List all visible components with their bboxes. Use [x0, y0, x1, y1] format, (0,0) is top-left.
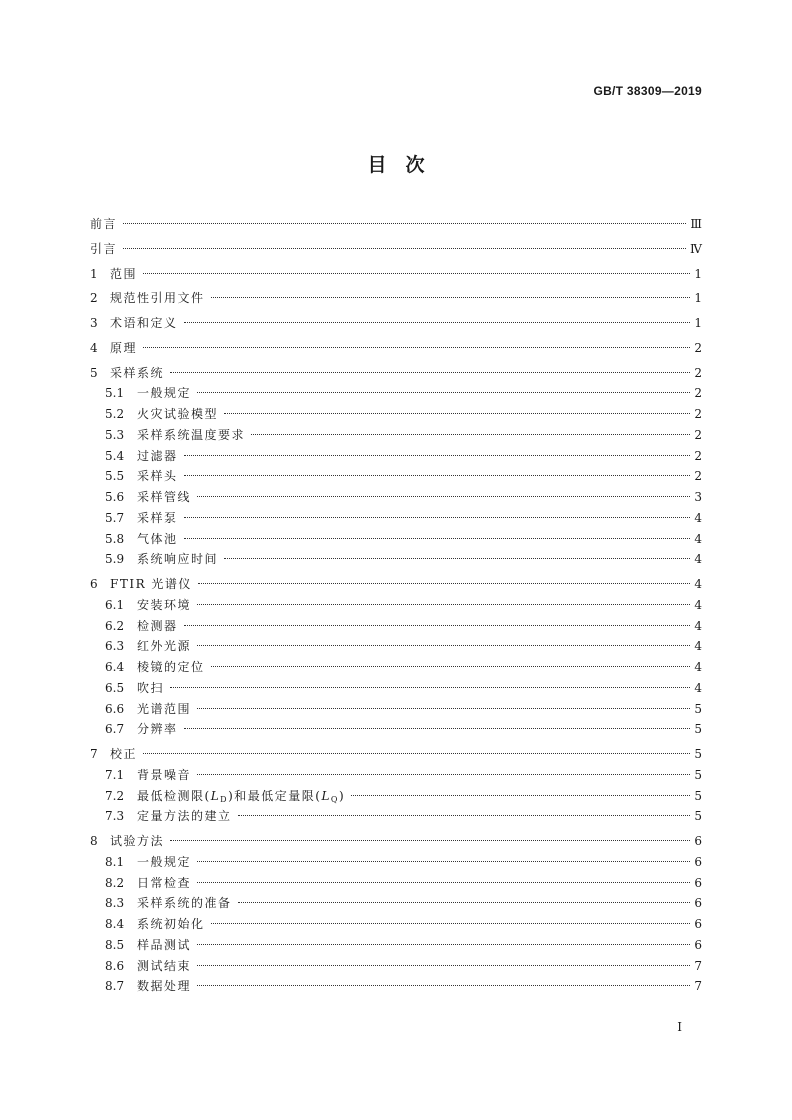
toc-entry-page: 2: [694, 427, 702, 442]
toc-entry-title: 过滤器: [137, 448, 178, 463]
toc-entry-title: 系统响应时间: [137, 552, 219, 567]
toc-list: [90, 214, 702, 997]
toc-entry-number: 5.9: [105, 552, 125, 567]
toc-entry-page: 4: [694, 577, 702, 591]
toc-entry-page: 6: [694, 917, 702, 931]
toc-entry-page: 2: [694, 386, 702, 401]
toc-entry-number: 1: [90, 266, 98, 281]
toc-entry-number: 6: [90, 577, 98, 591]
toc-leader-dots: [143, 753, 690, 754]
toc-entry-page: 4: [694, 618, 702, 633]
toc-leader-dots: [197, 708, 690, 709]
toc-entry[interactable]: [90, 466, 702, 487]
toc-entry-title: 一般规定: [137, 386, 192, 401]
toc-entry-number: 5.5: [105, 469, 125, 484]
toc-entry[interactable]: [90, 529, 702, 550]
toc-entry-number: 8.7: [105, 979, 125, 994]
toc-leader-dots: [198, 583, 690, 584]
toc-leader-dots: [184, 475, 690, 476]
toc-entry[interactable]: [90, 363, 702, 384]
toc-entry-title: 引言: [90, 241, 118, 256]
toc-entry-page: 5: [694, 767, 702, 782]
toc-entry-title-part: D: [220, 794, 229, 804]
toc-entry[interactable]: [90, 831, 702, 852]
toc-entry-title: 采样系统的准备: [137, 896, 232, 911]
toc-entry-title: 采样管线: [137, 490, 192, 504]
toc-entry-title: 光谱范围: [137, 701, 192, 716]
toc-entry-page: 5: [694, 701, 702, 716]
toc-entry-page: 6: [694, 834, 702, 848]
toc-entry-page: 4: [694, 660, 702, 674]
toc-entry-number: 6.4: [105, 660, 125, 674]
toc-entry[interactable]: [90, 852, 702, 873]
toc-leader-dots: [238, 902, 690, 903]
toc-entry[interactable]: [90, 786, 702, 807]
toc-entry-number: 7.1: [105, 767, 125, 782]
toc-entry-title: 日常检查: [137, 875, 192, 890]
toc-entry-number: 5: [90, 365, 98, 380]
toc-entry-title: 气体池: [137, 531, 178, 546]
toc-entry[interactable]: [90, 765, 702, 786]
toc-leader-dots: [184, 728, 690, 729]
toc-entry-page: 1: [694, 266, 702, 281]
toc-entry-title: 红外光源: [137, 639, 192, 654]
toc-entry-title: 火灾试验模型: [137, 407, 219, 421]
toc-entry-page: 6: [694, 854, 702, 869]
toc-entry[interactable]: [90, 873, 702, 894]
toc-leader-dots: [197, 985, 690, 986]
toc-entry-title: 检测器: [137, 618, 178, 633]
toc-title: 目 次: [367, 154, 425, 176]
toc-entry-page: 7: [694, 958, 702, 973]
toc-entry-title-part: 最低检测限(: [137, 788, 211, 803]
toc-entry-title: 测试结束: [137, 958, 192, 973]
toc-entry-number: 7.3: [105, 809, 125, 824]
toc-entry-title: FTIR 光谱仪: [110, 577, 192, 591]
toc-entry-number: 5.1: [105, 386, 125, 401]
toc-leader-dots: [123, 248, 686, 249]
toc-entry-page: 4: [694, 639, 702, 654]
toc-entry-number: 8.3: [105, 896, 125, 911]
toc-leader-dots: [123, 223, 686, 224]
toc-entry-title-part: L: [210, 788, 221, 803]
toc-leader-dots: [211, 297, 690, 298]
toc-entry[interactable]: [90, 956, 702, 977]
toc-entry[interactable]: [90, 976, 702, 997]
toc-entry-title-part: ): [338, 788, 346, 803]
toc-entry[interactable]: [90, 616, 702, 637]
toc-entry[interactable]: [90, 744, 702, 765]
toc-entry[interactable]: [90, 549, 702, 570]
toc-leader-dots: [197, 496, 690, 497]
toc-entry-page: 2: [694, 469, 702, 484]
toc-entry-page: 4: [694, 597, 702, 612]
toc-entry-page: 2: [694, 340, 702, 355]
toc-entry-title: 一般规定: [137, 854, 192, 869]
page-number: Ⅰ: [677, 1020, 682, 1034]
toc-entry-page: 4: [694, 510, 702, 525]
toc-entry[interactable]: [90, 806, 702, 827]
toc-leader-dots: [184, 625, 690, 626]
toc-entry-number: 8: [90, 834, 98, 848]
toc-entry-page: 4: [694, 531, 702, 546]
document-code: GB/T 38309—2019: [593, 84, 702, 98]
toc-entry[interactable]: [90, 657, 702, 678]
toc-entry-title: 规范性引用文件: [110, 291, 205, 306]
toc-leader-dots: [197, 861, 690, 862]
toc-entry-title: 术语和定义: [110, 316, 178, 330]
toc-entry-title: 原理: [110, 340, 138, 355]
toc-entry-page: 1: [694, 316, 702, 330]
toc-leader-dots: [170, 372, 690, 373]
toc-entry-title: 吹扫: [137, 680, 165, 695]
toc-entry-number: 5.8: [105, 531, 125, 546]
toc-entry-page: 2: [694, 365, 702, 380]
toc-leader-dots: [197, 645, 690, 646]
toc-entry[interactable]: [90, 508, 702, 529]
toc-entry-title: 样品测试: [137, 937, 192, 952]
toc-entry[interactable]: [90, 487, 702, 508]
toc-entry-title: 分辨率: [137, 722, 178, 737]
toc-entry-number: 5.4: [105, 448, 125, 463]
toc-entry[interactable]: [90, 574, 702, 595]
toc-entry-number: 8.5: [105, 937, 125, 952]
toc-entry[interactable]: [90, 636, 702, 657]
toc-leader-dots: [211, 923, 690, 924]
toc-entry-number: 6.3: [105, 639, 125, 654]
toc-entry-number: 2: [90, 291, 98, 306]
toc-leader-dots: [197, 944, 690, 945]
toc-leader-dots: [351, 795, 690, 796]
toc-entry[interactable]: [90, 678, 702, 699]
toc-entry-page: 6: [694, 875, 702, 890]
toc-entry-page: 2: [694, 448, 702, 463]
toc-entry-title: 采样系统: [110, 365, 165, 380]
toc-entry-title: 背景噪音: [137, 767, 192, 782]
toc-entry-page: 5: [694, 788, 702, 803]
toc-leader-dots: [197, 604, 690, 605]
toc-entry[interactable]: [90, 383, 702, 404]
toc-entry-page: 4: [694, 552, 702, 567]
toc-entry-number: 5.7: [105, 510, 125, 525]
toc-entry-number: 8.4: [105, 917, 125, 931]
toc-entry[interactable]: [90, 288, 702, 309]
toc-entry[interactable]: [90, 893, 702, 914]
toc-entry-title: 试验方法: [110, 834, 165, 848]
toc-entry[interactable]: [90, 404, 702, 425]
toc-entry[interactable]: [90, 338, 702, 359]
toc-entry-title: 定量方法的建立: [137, 809, 232, 824]
toc-entry-page: 5: [694, 747, 702, 761]
toc-entry[interactable]: [90, 239, 702, 260]
toc-entry-title-part: Q: [330, 794, 339, 804]
toc-entry[interactable]: [90, 313, 702, 334]
toc-entry-page: 2: [694, 407, 702, 421]
toc-leader-dots: [211, 666, 690, 667]
toc-entry-number: 6.1: [105, 597, 125, 612]
toc-entry-title-part: L: [321, 788, 331, 803]
toc-entry-number: 5.6: [105, 490, 125, 504]
toc-entry-page: 1: [694, 291, 702, 306]
toc-leader-dots: [184, 322, 690, 323]
toc-entry[interactable]: [90, 214, 702, 235]
toc-entry-title: 采样头: [137, 469, 178, 484]
toc-entry-title-part: )和最低定量限(: [228, 788, 322, 803]
toc-leader-dots: [251, 434, 690, 435]
toc-entry[interactable]: [90, 914, 702, 935]
toc-leader-dots: [197, 882, 690, 883]
toc-entry-number: 8.6: [105, 958, 125, 973]
toc-entry-title: 前言: [90, 217, 118, 231]
toc-entry[interactable]: [90, 935, 702, 956]
toc-entry[interactable]: [90, 264, 702, 285]
toc-entry-page: 7: [694, 979, 702, 994]
toc-entry-page: 6: [694, 937, 702, 952]
toc-entry[interactable]: [90, 595, 702, 616]
toc-entry-number: 6.7: [105, 722, 125, 737]
toc-entry[interactable]: [90, 446, 702, 467]
toc-entry-number: 3: [90, 316, 98, 330]
toc-leader-dots: [170, 687, 690, 688]
toc-entry[interactable]: [90, 719, 702, 740]
toc-entry-page: 5: [694, 809, 702, 824]
toc-entry-number: 6.6: [105, 701, 125, 716]
toc-leader-dots: [184, 455, 690, 456]
toc-entry-number: 6.5: [105, 680, 125, 695]
toc-entry-page: Ⅳ: [690, 241, 702, 256]
toc-entry-page: 4: [694, 680, 702, 695]
toc-entry-number: 5.2: [105, 407, 125, 421]
toc-leader-dots: [143, 273, 690, 274]
toc-entry-title: 校正: [110, 747, 138, 761]
toc-entry-number: 8.1: [105, 854, 125, 869]
toc-entry-title: 采样泵: [137, 510, 178, 525]
toc-leader-dots: [197, 392, 690, 393]
toc-entry-number: 8.2: [105, 875, 125, 890]
toc-entry-title: 采样系统温度要求: [137, 427, 246, 442]
toc-entry-title: 范围: [110, 266, 138, 281]
toc-leader-dots: [184, 538, 690, 539]
toc-entry-number: 7: [90, 747, 98, 761]
toc-leader-dots: [197, 965, 690, 966]
toc-entry[interactable]: [90, 425, 702, 446]
toc-entry-title: 安装环境: [137, 597, 192, 612]
toc-leader-dots: [184, 517, 690, 518]
toc-entry-page: Ⅲ: [690, 217, 702, 231]
toc-leader-dots: [238, 815, 690, 816]
toc-entry-title: 棱镜的定位: [137, 660, 205, 674]
toc-leader-dots: [197, 774, 690, 775]
toc-entry-number: 6.2: [105, 618, 125, 633]
toc-leader-dots: [170, 840, 690, 841]
toc-entry-title: 系统初始化: [137, 917, 205, 931]
toc-entry-number: 4: [90, 340, 98, 355]
toc-entry-title: 数据处理: [137, 979, 192, 994]
toc-entry-number: 5.3: [105, 427, 125, 442]
toc-leader-dots: [224, 558, 690, 559]
toc-entry-page: 3: [694, 490, 702, 504]
toc-leader-dots: [224, 413, 690, 414]
toc-entry-number: 7.2: [105, 788, 125, 803]
toc-entry-page: 5: [694, 722, 702, 737]
toc-leader-dots: [143, 347, 690, 348]
toc-entry-page: 6: [694, 896, 702, 911]
toc-entry[interactable]: [90, 699, 702, 720]
